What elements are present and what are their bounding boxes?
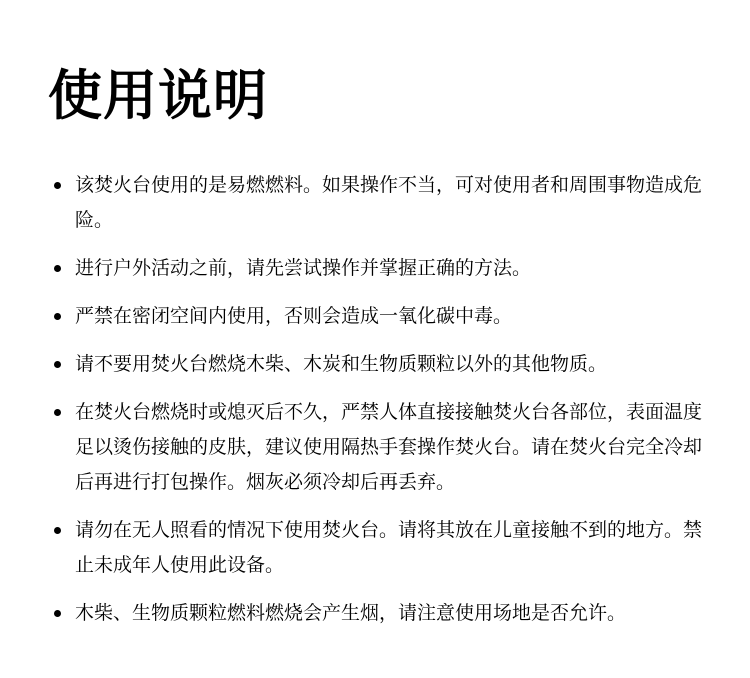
- page-title: 使用说明: [48, 66, 268, 126]
- instruction-item: 该焚火台使用的是易燃燃料。如果操作不当，可对使用者和周围事物造成危险。: [75, 168, 714, 238]
- instruction-item: 在焚火台燃烧时或熄灭后不久，严禁人体直接接触焚火台各部位，表面温度足以烫伤接触的皮肤，建议使用隔热手套操作焚火台。请在焚火台完全冷却后再进行打包操作。烟灰必须冷却后再丢弃。: [75, 395, 714, 500]
- instruction-item: 进行户外活动之前，请先尝试操作并掌握正确的方法。: [75, 251, 714, 286]
- instruction-item: 木柴、生物质颗粒燃料燃烧会产生烟，请注意使用场地是否允许。: [75, 596, 714, 631]
- instructions-list: [0, 168, 714, 631]
- instruction-item: 请勿在无人照看的情况下使用焚火台。请将其放在儿童接触不到的地方。禁止未成年人使用此设备。: [75, 513, 714, 583]
- instruction-item: 严禁在密闭空间内使用，否则会造成一氧化碳中毒。: [75, 299, 714, 334]
- instruction-item: 请不要用焚火台燃烧木柴、木炭和生物质颗粒以外的其他物质。: [75, 347, 714, 382]
